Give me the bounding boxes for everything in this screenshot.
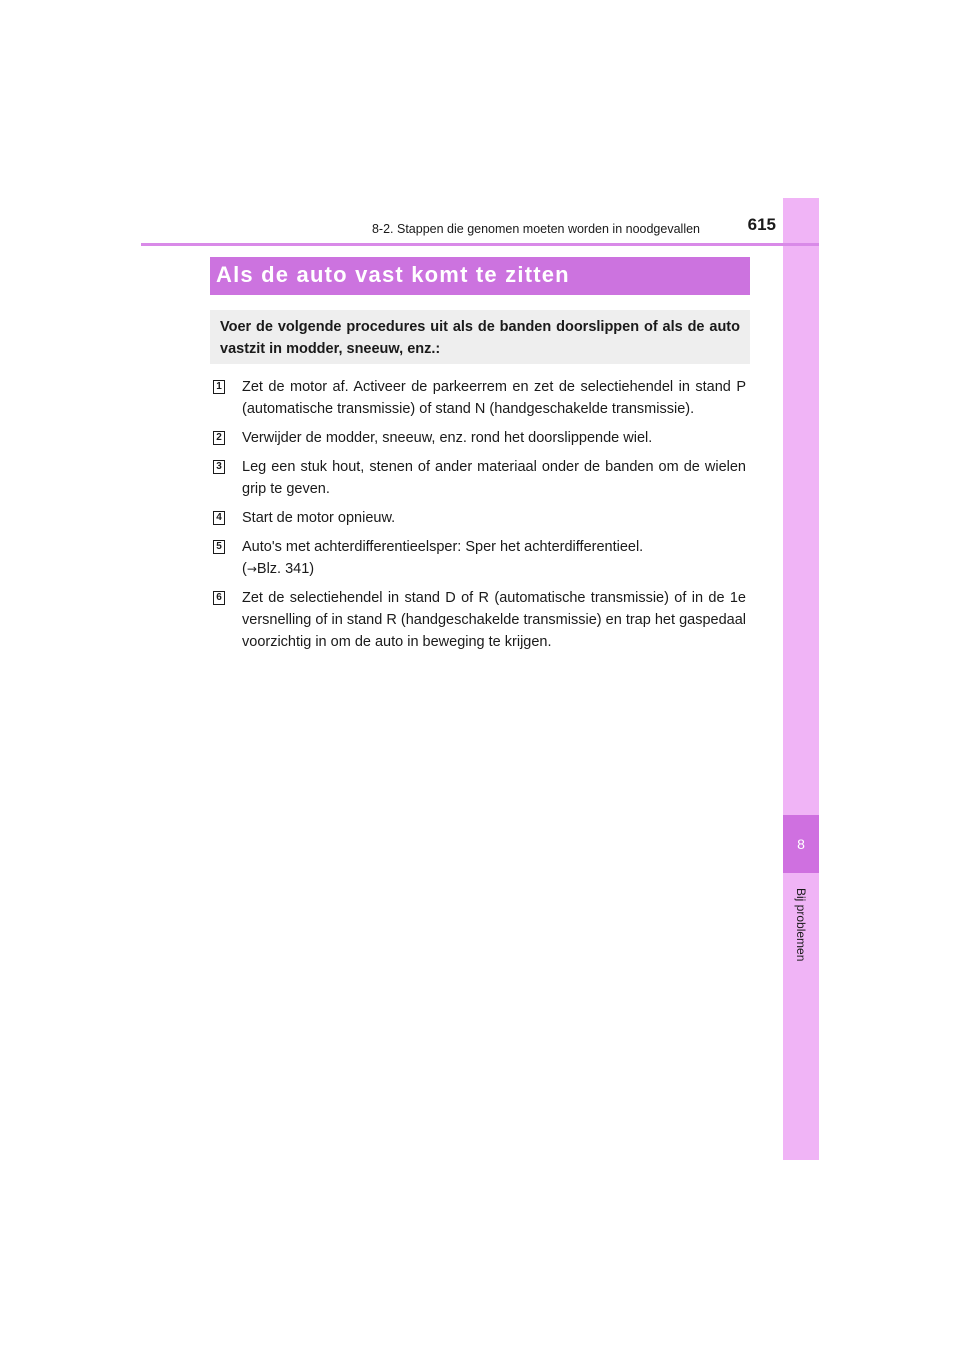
reference-text: Blz. 341) [256, 561, 315, 577]
step-item [213, 587, 746, 653]
chapter-side-tab [783, 198, 819, 1160]
step-item [213, 427, 746, 449]
page-title: Als de auto vast komt te zitten [216, 262, 570, 287]
step-text-block [242, 536, 746, 580]
step-text: Auto's met achterdifferentieelsper: Sper het achterdifferentieel. [242, 539, 644, 555]
step-item [213, 536, 746, 580]
page-title-band [210, 257, 750, 295]
step-number-badge: 5 [213, 540, 225, 554]
chapter-label-text: Bij problemen [794, 888, 808, 962]
page-number: 615 [747, 215, 776, 234]
step-number-badge: 6 [213, 591, 225, 605]
step-item [213, 456, 746, 500]
step-text: Verwijder de modder, sneeuw, enz. rond het doorslippende wiel. [242, 430, 653, 446]
step-number-badge: 1 [213, 380, 225, 394]
chapter-number: 8 [783, 815, 819, 873]
step-text: Leg een stuk hout, stenen of ander materiaal onder de banden om de wielen grip te geven. [242, 459, 746, 497]
step-number-badge: 4 [213, 511, 225, 525]
section-title: 8-2. Stappen die genomen moeten worden in noodgevallen [371, 222, 700, 236]
step-item [213, 507, 746, 529]
header-divider [141, 243, 819, 246]
steps-list [213, 376, 746, 660]
chapter-label [783, 888, 819, 978]
step-item [213, 376, 746, 420]
intro-text: Voer de volgende procedures uit als de banden doorslippen of als de auto vastzit in modder, sneeuw, enz.: [220, 319, 740, 357]
page-reference[interactable] [242, 558, 746, 580]
reference-open: ( [242, 561, 247, 577]
step-number-badge: 2 [213, 431, 225, 445]
intro-box [210, 310, 750, 364]
step-text: Zet de selectiehendel in stand D of R (automatische transmissie) of in de 1e versnelling of in stand R (handgeschakelde transmissie) en trap het gaspedaal voorzichtig in om de auto in beweging te krijgen. [242, 590, 746, 650]
step-text: Start de motor opnieuw. [242, 510, 396, 526]
step-text: Zet de motor af. Activeer de parkeerrem en zet de selectiehendel in stand P (automatische transmissie) of stand N (handgeschakelde transmissie). [242, 379, 746, 417]
step-number-badge: 3 [213, 460, 225, 474]
arrow-right-icon: → [246, 562, 257, 576]
